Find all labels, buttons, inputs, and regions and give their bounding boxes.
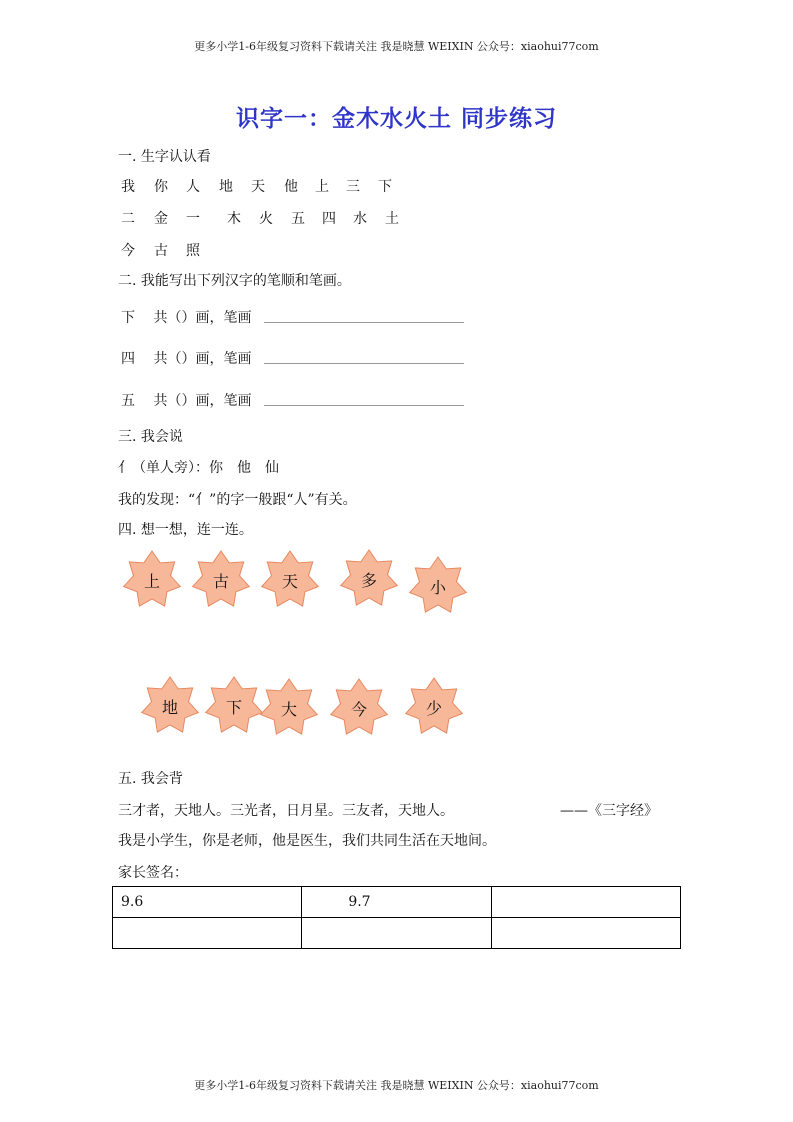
char: 水 [353, 211, 367, 227]
star-top-5[interactable] [407, 555, 469, 617]
char: 今 [121, 243, 135, 259]
char: 火 [259, 211, 273, 227]
star-top-2[interactable] [190, 549, 252, 611]
star-char: 下 [225, 697, 242, 717]
answer-line-2[interactable] [264, 363, 464, 364]
star-bottom-3[interactable] [258, 677, 320, 739]
stroke-char: 五 [121, 393, 135, 409]
char-row-1 [0, 176, 793, 196]
char: 你 [154, 179, 168, 195]
section2-heading: 二. 我能写出下列汉字的笔顺和笔画。 [118, 273, 351, 289]
section3-heading: 三. 我会说 [118, 429, 183, 445]
table-cell[interactable]: 9.7 [302, 887, 491, 918]
star-char: 多 [360, 570, 377, 590]
table-row [113, 918, 681, 949]
stroke-item-1 [121, 307, 251, 327]
star-char: 天 [281, 571, 298, 591]
star-top-1[interactable] [121, 549, 183, 611]
section1-heading: 一. 生字认认看 [118, 149, 211, 165]
char: 照 [186, 243, 200, 259]
section4-heading: 四. 想一想，连一连。 [118, 522, 253, 538]
stroke-char: 下 [121, 310, 135, 326]
star-top-3[interactable] [259, 549, 321, 611]
signature-label: 家长签名： [118, 865, 188, 881]
stroke-char: 四 [121, 351, 135, 367]
discovery-line: 我的发现：“亻”的字一般跟“人”有关。 [118, 492, 357, 508]
char: 三 [346, 179, 360, 195]
char: 上 [315, 179, 329, 195]
recite-line-2: 我是小学生，你是老师，他是医生，我们共同生活在天地间。 [118, 833, 496, 849]
char: 地 [219, 179, 233, 195]
char: 天 [251, 179, 265, 195]
char: 古 [154, 243, 168, 259]
char-row-2 [0, 208, 793, 228]
star-bottom-4[interactable] [328, 677, 390, 739]
table-cell[interactable] [113, 918, 302, 949]
char: 我 [121, 179, 135, 195]
char: 金 [154, 211, 168, 227]
table-cell[interactable] [491, 918, 680, 949]
star-char: 大 [280, 699, 297, 719]
stroke-text: 共（）画，笔画 [153, 310, 252, 326]
recite-line-1: 三才者，天地人。三光者，日月星。三友者，天地人。 [118, 803, 454, 819]
char: 下 [378, 179, 392, 195]
stroke-item-3 [121, 390, 251, 410]
recite-source: ——《三字经》 [560, 803, 658, 819]
table-cell[interactable] [491, 887, 680, 918]
char: 土 [385, 211, 399, 227]
star-bottom-1[interactable] [139, 675, 201, 737]
char: 四 [322, 211, 336, 227]
char: 五 [291, 211, 305, 227]
signature-table [112, 886, 681, 949]
char: 木 [227, 211, 241, 227]
stroke-text: 共（）画，笔画 [153, 351, 252, 367]
star-char: 古 [212, 571, 229, 591]
star-char: 地 [161, 697, 178, 717]
char: 他 [284, 179, 298, 195]
table-cell[interactable]: 9.6 [113, 887, 302, 918]
star-char: 今 [350, 699, 367, 719]
char: 二 [121, 211, 135, 227]
page-title: 识字一：金木水火土 同步练习 [235, 106, 557, 132]
star-bottom-5[interactable] [403, 676, 465, 738]
table-row [113, 887, 681, 918]
answer-line-1[interactable] [264, 322, 464, 323]
table-cell[interactable] [302, 918, 491, 949]
star-char: 上 [143, 571, 160, 591]
char-row-3 [0, 240, 793, 260]
star-bottom-2[interactable] [203, 675, 265, 737]
page-header: 更多小学1-6年级复习资料下载请关注 我是晓慧 WEIXIN 公众号：xiaohui77com [194, 40, 599, 53]
char: 人 [186, 179, 200, 195]
star-char: 小 [429, 577, 446, 597]
star-char: 少 [425, 698, 442, 718]
char: 一 [186, 211, 200, 227]
section5-heading: 五. 我会背 [118, 771, 183, 787]
stroke-text: 共（）画，笔画 [153, 393, 252, 409]
stroke-item-2 [121, 348, 251, 368]
answer-line-3[interactable] [264, 405, 464, 406]
page-footer: 更多小学1-6年级复习资料下载请关注 我是晓慧 WEIXIN 公众号：xiaohui77com [194, 1079, 599, 1092]
star-top-4[interactable] [338, 548, 400, 610]
radical-line: 亻（单人旁）：你 他 仙 [118, 460, 279, 476]
